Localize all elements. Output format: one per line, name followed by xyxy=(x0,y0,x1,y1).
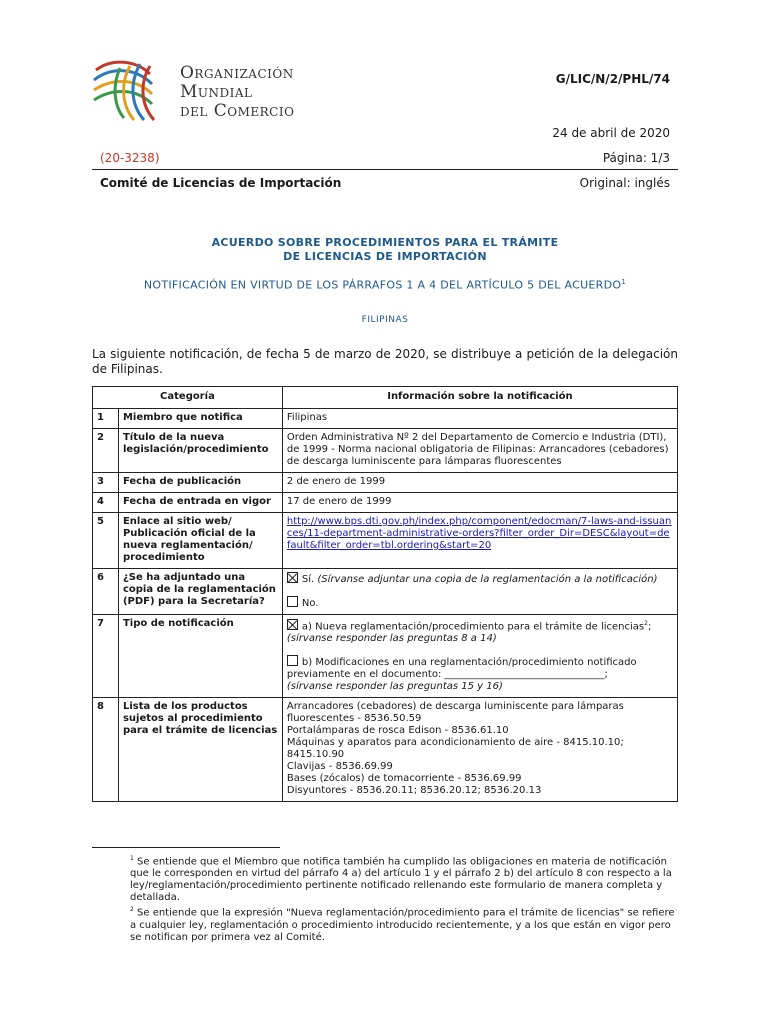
row-category: Título de la nueva legislación/procedimiento xyxy=(118,429,282,473)
row-category: ¿Se ha adjuntado una copia de la reglamentación (PDF) para la Secretaría? xyxy=(118,569,282,615)
product-item: Disyuntores - 8536.20.11; 8536.20.12; 8536.20.13 xyxy=(286,785,542,797)
footnote-2 xyxy=(92,904,678,943)
footnote-1-mark: 1 xyxy=(130,855,134,862)
column-header-category: Categoría xyxy=(93,387,283,409)
footnote-2-mark: 2 xyxy=(130,906,134,914)
option-no xyxy=(287,596,673,610)
checkbox-new-checked-icon[interactable] xyxy=(287,619,298,630)
organization-name xyxy=(180,64,294,121)
table-row xyxy=(93,615,678,698)
original-language: Original: inglés xyxy=(579,176,670,190)
product-item: Clavijas - 8536.69.99 xyxy=(286,761,393,773)
checkbox-no-icon[interactable] xyxy=(287,596,298,607)
footnote-1-text: Se entiende que el Miembro que notifica también ha cumplido las obligaciones en materia de notificación que le corresponden en virtud del párrafo 4 a) del artículo 1 y el párrafo 2 b) del artículo 8 con respecto a la ley/reglamentación/procedimiento pertinente notificado rellenando este formulario de manera completa y detallada. xyxy=(130,856,672,904)
footnote-2-text: Se entiende que la expresión "Nueva reglamentación/procedimiento para el trámite de licencias" se refiere a cualquier ley, reglamentación o procedimiento introducido recientemente, y a los que están en vigor pero se notifican por primera vez al Comité. xyxy=(130,907,675,943)
option-yes xyxy=(287,572,673,586)
document-reference: (20-3238) xyxy=(100,151,160,165)
row-category: Fecha de publicación xyxy=(118,473,282,493)
row-info xyxy=(282,569,677,615)
option-modified xyxy=(287,655,673,681)
row-number: 4 xyxy=(93,493,119,513)
row-info xyxy=(282,698,677,802)
document-subtitle xyxy=(0,278,770,292)
row-category: Enlace al sitio web/ Publicación oficial de la nueva reglamentación/ procedimiento xyxy=(118,513,282,569)
table-row xyxy=(93,493,678,513)
row-info xyxy=(282,513,677,569)
footnote-ref: 1 xyxy=(621,278,627,286)
footnote-1 xyxy=(92,853,678,904)
option-yes-label: Sí. xyxy=(301,574,318,585)
row-category: Fecha de entrada en vigor xyxy=(118,493,282,513)
row-number: 5 xyxy=(93,513,119,569)
option-new-label: a) Nueva reglamentación/procedimiento para el trámite de licencias xyxy=(301,621,645,633)
intro-paragraph: La siguiente notificación, de fecha 5 de marzo de 2020, se distribuye a petición de la delegación de Filipinas. xyxy=(92,347,678,376)
option-new xyxy=(287,618,673,633)
footnotes xyxy=(92,853,678,944)
row-info: 2 de enero de 1999 xyxy=(282,473,677,493)
title-line1: ACUERDO SOBRE PROCEDIMIENTOS PARA EL TRÁMITE xyxy=(211,236,559,249)
notification-table xyxy=(92,386,678,802)
row-info xyxy=(282,615,677,698)
table-row xyxy=(93,698,678,802)
product-item: Portalámparas de rosca Edison - 8536.61.10 xyxy=(286,725,509,737)
footnote-ref: 2 xyxy=(644,620,648,627)
option-yes-note: (Sírvanse adjuntar una copia de la reglamentación a la notificación) xyxy=(317,574,658,585)
row-number: 6 xyxy=(93,569,119,615)
option-new-note: (sírvanse responder las preguntas 8 a 14) xyxy=(286,633,497,645)
row-info: Filipinas xyxy=(282,409,677,429)
product-item: Bases (zócalos) de tomacorriente - 8536.69.99 xyxy=(286,773,522,785)
org-name-line2: Mundial xyxy=(180,82,253,102)
country-name: FILIPINAS xyxy=(361,315,409,325)
footnote-divider xyxy=(92,847,280,848)
row-number: 7 xyxy=(93,615,119,698)
checkbox-modified-icon[interactable] xyxy=(287,655,298,666)
subtitle-text: NOTIFICACIÓN EN VIRTUD DE LOS PÁRRAFOS 1 A 4 DEL ARTÍCULO 5 DEL ACUERDO xyxy=(143,278,622,292)
table-header-row xyxy=(93,387,678,409)
table-row xyxy=(93,409,678,429)
option-modified-label: b) Modificaciones en una reglamentación/procedimiento notificado previamente en el documento: ________________________________; xyxy=(286,657,637,681)
option-modified-note: (sírvanse responder las preguntas 15 y 16) xyxy=(286,681,503,693)
row-number: 8 xyxy=(93,698,119,802)
document-symbol: G/LIC/N/2/PHL/74 xyxy=(555,72,670,86)
row-number: 2 xyxy=(93,429,119,473)
website-link[interactable]: http://www.bps.dti.gov.ph/index.php/component/edocman/7-laws-and-issuances/11-department-administrative-orders?filter_order_Dir=DESC&layout=default&filter_order=tbl.ordering&start=20 xyxy=(286,516,672,551)
row-info: 17 de enero de 1999 xyxy=(282,493,677,513)
org-name-line1: Organización xyxy=(180,63,294,83)
page-number: Página: 1/3 xyxy=(602,151,670,165)
document-date: 24 de abril de 2020 xyxy=(552,126,670,140)
document-title xyxy=(0,236,770,264)
title-line2: DE LICENCIAS DE IMPORTACIÓN xyxy=(283,250,487,263)
product-item: Máquinas y aparatos para acondicionamiento de aire - 8415.10.10; 8415.10.90 xyxy=(286,737,624,761)
wto-emblem-icon xyxy=(90,56,174,126)
option-no-label: No. xyxy=(301,598,319,609)
org-name-line3: del Comercio xyxy=(180,101,295,121)
wto-logo xyxy=(90,56,350,126)
row-category: Tipo de notificación xyxy=(118,615,282,698)
row-number: 3 xyxy=(93,473,119,493)
row-category: Miembro que notifica xyxy=(118,409,282,429)
table-row xyxy=(93,473,678,493)
table-row xyxy=(93,429,678,473)
product-item: Arrancadores (cebadores) de descarga luminiscente para lámparas fluorescentes - 8536.50.59 xyxy=(286,701,624,725)
table-row xyxy=(93,569,678,615)
row-category: Lista de los productos sujetos al procedimiento para el trámite de licencias xyxy=(118,698,282,802)
table-row xyxy=(93,513,678,569)
column-header-info: Información sobre la notificación xyxy=(282,387,677,409)
option-new-tail: ; xyxy=(647,621,652,633)
row-number: 1 xyxy=(93,409,119,429)
committee-name: Comité de Licencias de Importación xyxy=(100,176,342,190)
checkbox-yes-checked-icon[interactable] xyxy=(287,572,298,583)
header-divider xyxy=(92,169,678,170)
row-info: Orden Administrativa Nº 2 del Departamento de Comercio e Industria (DTI), de 1999 - Norma nacional obligatoria de Filipinas: Arrancadores (cebadores) de descarga luminiscente para lámparas fluorescentes xyxy=(282,429,677,473)
